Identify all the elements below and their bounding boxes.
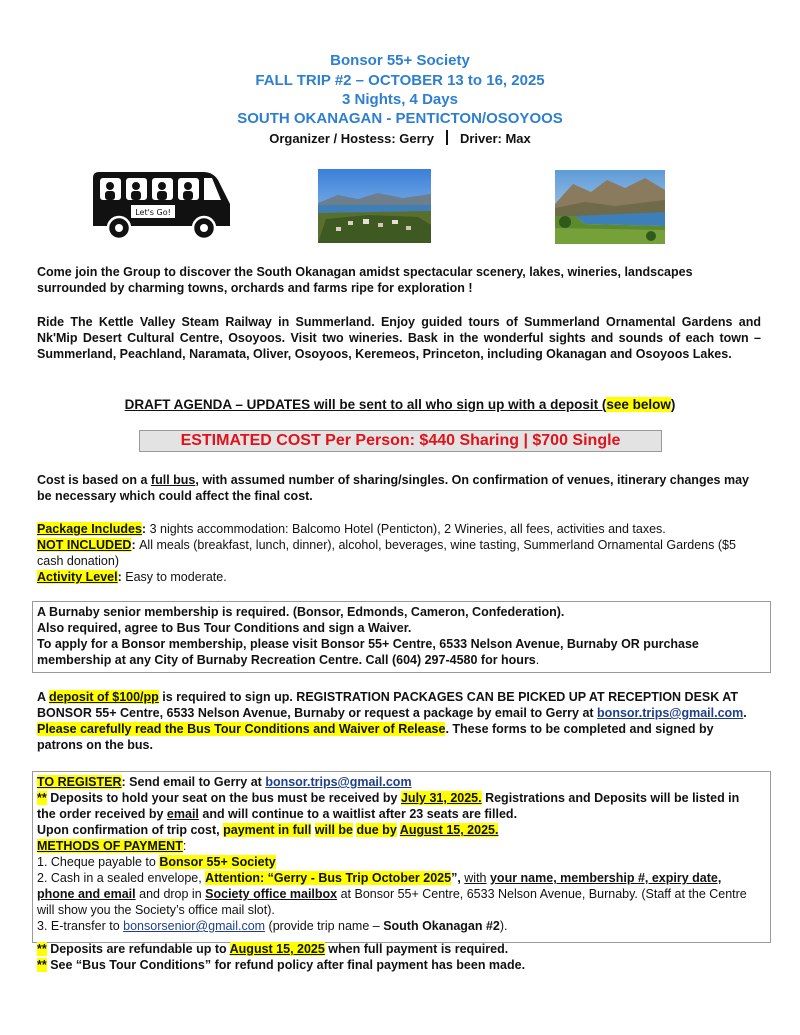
trips-email-link[interactable]: bonsor.trips@gmail.com: [597, 706, 744, 720]
conditions-line: ** See “Bus Tour Conditions” for refund policy after final payment has been made.: [37, 958, 526, 972]
intro-paragraph: Come join the Group to discover the South Okanagan amidst spectacular scenery, lakes, wineries, landscapes surrounded by charming towns, orchards and farms ripe for exploration !: [37, 265, 693, 295]
bus-sign-text: Let's Go!: [135, 208, 171, 217]
full-bus-text: full bus: [150, 473, 196, 487]
not-included-line: NOT INCLUDED: All meals (breakfast, lunch, dinner), alcohol, beverages, wine tasting, Summerland Ornamental Gardens ($5 cash donation): [37, 538, 736, 568]
refund-deadline: August 15, 2025: [229, 942, 325, 956]
refund-line: ** Deposits are refundable up to August 15, 2025 when full payment is required.: [37, 942, 509, 956]
deposit-paragraph: A deposit of $100/pp is required to sign up. REGISTRATION PACKAGES CAN BE PICKED UP AT RECEPTION DESK AT BONSOR 55+ Centre, 6533 Nelson Avenue, Burnaby or request a package by email to Gerry at bonsor.trips@gmail.com. Please carefully read the Bus Tour Conditions and Waiver of Release. These forms to be completed and signed by patrons on the bus.: [37, 690, 747, 752]
see-below-highlight: see below: [606, 397, 671, 412]
payment-deadline: August 15, 2025.: [399, 823, 499, 837]
activity-level-line: Activity Level: Easy to moderate.: [37, 570, 227, 584]
trip-title: FALL TRIP #2 – OCTOBER 13 to 16, 2025: [255, 72, 545, 89]
penticton-photo: [318, 169, 431, 243]
refund-notes: [37, 941, 761, 973]
package-includes-line: Package Includes: 3 nights accommodation: Balcomo Hotel (Penticton), 2 Wineries, all fees, activities and taxes.: [37, 522, 666, 536]
trip-duration: 3 Nights, 4 Days: [342, 91, 458, 108]
membership-text: A Burnaby senior membership is required. (Bonsor, Edmonds, Cameron, Confederation). Also required, agree to Bus Tour Conditions and sign a Waiver. To apply for a Bonsor membership, please visit Bonsor 55+ Centre, 6533 Nelson Avenue, Burnaby OR purchase membership at any City of Burnaby Recreation Centre. Call (604) 297-4580 for hours.: [37, 605, 699, 667]
estimated-cost-banner: ESTIMATED COST Per Person: $440 Sharing | $700 Single: [139, 430, 662, 452]
register-text: TO REGISTER: Send email to Gerry at bonsor.trips@gmail.com ** Deposits to hold your seat on the bus must be received by July 31, 2025. Registrations and Deposits will be listed in the order received by email and will continue to a waitlist after 23 seats are filled. Upon confirmation of trip cost, payment in full will be due by August 15, 2025. METHODS OF PAYMENT: 1. Cheque payable to Bonsor 55+ Society 2. Cash in a sealed envelope, Attention: “Gerry - Bus Trip October 2025”, with your name, membership #, expiry date, phone and email and drop in Society office mailbox at Bonsor 55+ Centre, 6533 Nelson Avenue, Burnaby. (Staff at the Centre will show you the Society’s office mail slot). 3. E-transfer to bonsorsenior@gmail.com (provide trip name – South Okanagan #2).: [37, 775, 747, 933]
osoyoos-photo: [555, 170, 665, 244]
read-conditions-highlight: Please carefully read the Bus Tour Conditions and Waiver of Release: [37, 722, 446, 736]
deposit-deadline: July 31, 2025.: [400, 791, 482, 805]
divider: [446, 130, 448, 145]
organizer: Organizer / Hostess: Gerry: [269, 131, 434, 146]
activity-level-label: Activity Level: [37, 570, 118, 584]
driver: Driver: Max: [459, 131, 531, 146]
agenda-line: DRAFT AGENDA – UPDATES will be sent to all who sign up with a deposit (see below): [124, 397, 676, 412]
trip-destination: SOUTH OKANAGAN - PENTICTON/OSOYOOS: [237, 110, 563, 127]
package-includes-label: Package Includes: [37, 522, 142, 536]
cost-note: Cost is based on a full bus, with assumed number of sharing/singles. On confirmation of venues, itinerary changes may be necessary which could affect the final cost.: [37, 473, 749, 503]
register-email-link[interactable]: bonsor.trips@gmail.com: [265, 775, 412, 789]
methods-label: METHODS OF PAYMENT: [37, 839, 183, 853]
not-included-label: NOT INCLUDED: [37, 538, 132, 552]
bus-clipart: [87, 168, 235, 244]
society-name: Bonsor 55+ Society: [330, 52, 470, 69]
etransfer-email-link[interactable]: bonsorsenior@gmail.com: [123, 919, 266, 933]
to-register-label: TO REGISTER: [37, 775, 122, 789]
deposit-amount: deposit of $100/pp: [49, 690, 159, 704]
details-paragraph: Ride The Kettle Valley Steam Railway in Summerland. Enjoy guided tours of Summerland Ornamental Gardens and Nk'Mip Desert Cultural Centre, Osoyoos. Visit two wineries. Bask in the wonderful sights and sounds of each town – Summerland, Peachland, Naramata, Oliver, Osoyoos, Keremeos, Princeton, including Okanagan and Osoyoos Lakes.: [37, 315, 761, 361]
package-section: [37, 521, 761, 585]
organizer-line: [0, 130, 800, 146]
